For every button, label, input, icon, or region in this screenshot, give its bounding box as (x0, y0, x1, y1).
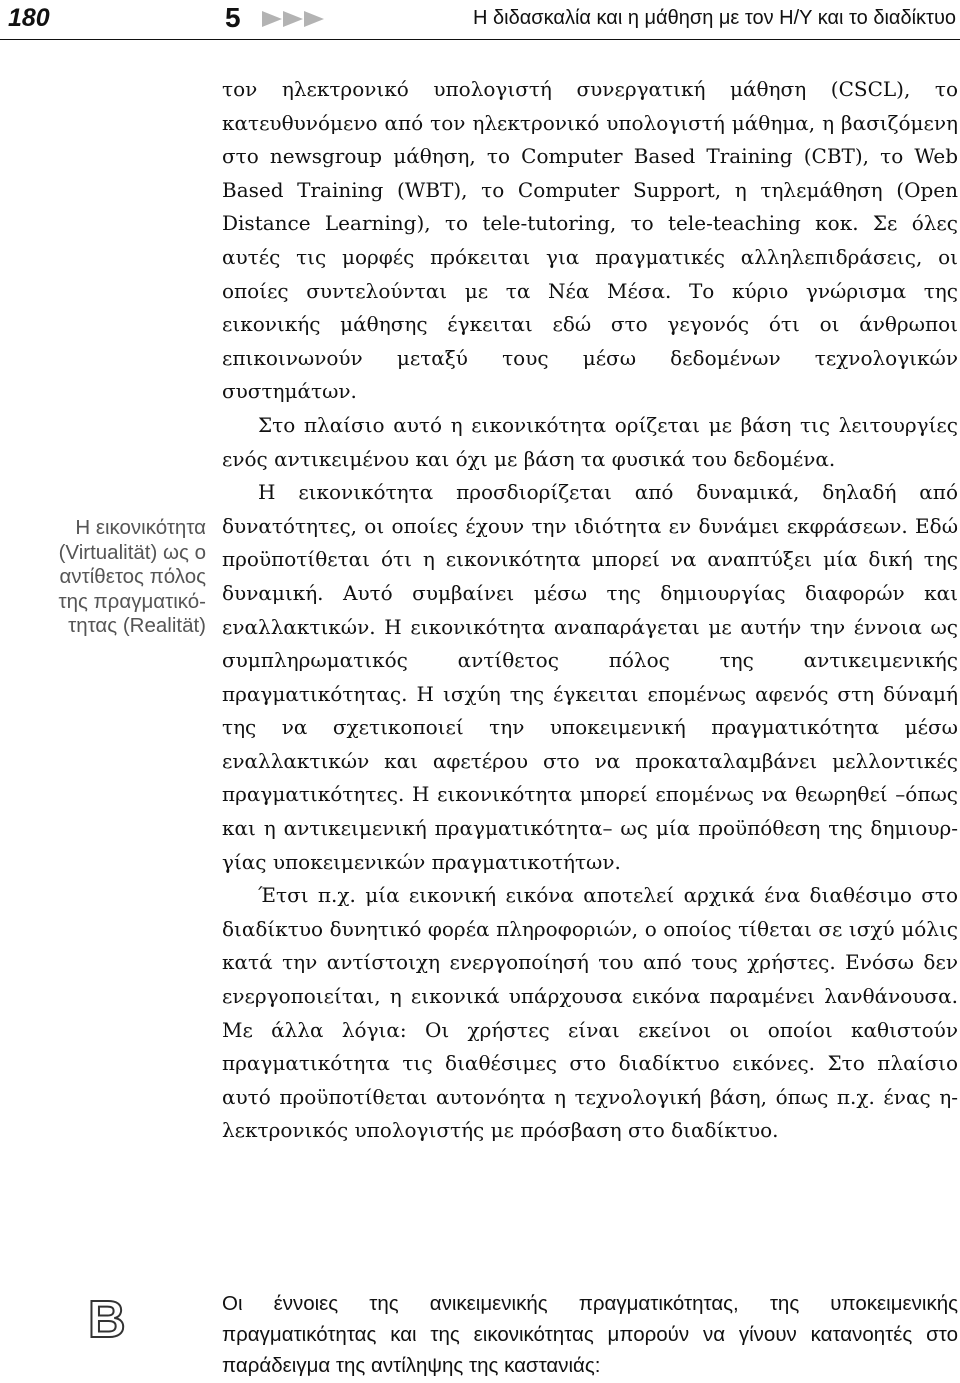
section-marker-b: B (88, 1291, 126, 1349)
arrow-icon (262, 11, 282, 27)
paragraph-2: Στο πλαίσιο αυτό η εικονικότητα ορίζεται με βάση τις λειτουργίες ενός αντικειμένου και όχι με βάση τα φυσικά του δεδομένα. (222, 412, 958, 471)
chapter-number: 5 (225, 2, 241, 33)
arrow-icon (283, 11, 303, 27)
paragraph-3: Η εικονικότητα προσδιορίζεται από δυναμικά, δηλαδή από δυνατότητες, οι οποίες έχουν την ιδιότητα εν δυνάμει εκφράσεων. Εδώ προϋποτίθεται ότι η εικονικότητα μπορεί να αναπτύξει μία δική της δυναμική. Αυτό συμβαίνει μέσω της δημιουργίας διαφορών και εναλλακτικών. Η εικονικότητα αναπαράγεται με αυτήν την έννοια ως συμπληρωματικός αντίθετος πόλος της αντικειμενικής πραγματικότητας. Η ισχύη της έγκειται επομένως αφενός στη δύναμή της να σχετικοποιεί την υποκειμενική πραγματικότητα μέσω εναλλακτικών και αφετέρου στο να προκαταλαμβάνει μελλοντικές πραγματικότητες. Η εικονικότητα μπορεί επομένως να θεωρηθεί –όπως και η αντικειμενική πραγματικότητα– ως μία προϋπόθεση της δημιουργίας υποκειμενικών πραγματικοτήτων. (222, 480, 958, 874)
body-text (222, 73, 958, 1148)
section-intro-text: Οι έννοιες της ανικειμενικής πραγματικότητας, της υποκειμενικής πραγματικότητας και της εικονικότητας μπορούν να γίνουν κατανοητές στο παράδειγμα της αντίληψης της καστανιάς: (222, 1292, 958, 1377)
paragraph-4: Έτσι π.χ. μία εικονική εικόνα αποτελεί αρχικά ένα διαθέσιμο στο διαδίκτυο δυνητικό φορέα πληροφοριών, ο οποίος τίθεται σε ισχύ μόλις κατά την αντίστοιχη ενεργοποίησή του από τους χρήστες. Ενόσω δεν ενεργοποιείται, η εικονικά υπάρχουσα εικόνα παραμένει λανθάνουσα. Με άλλα λόγια: Οι χρήστες είναι εκείνοι οι οποίοι καθιστούν πραγματικότητα τις διαθέσιμες στο διαδίκτυο εικόνες. Στο πλαίσιο αυτό προϋποτίθεται αυτονόητα η τεχνολογική βάση, όπως π.χ. ένας ηλεκτρονικός υπολογιστής με πρόσβαση στο διαδίκτυο. (222, 883, 958, 1143)
page-number: 180 (8, 4, 50, 32)
arrow-icon (304, 11, 324, 27)
margin-note: Η εικονικότητα (Virtualität) ως ο αντίθετος πόλος της πραγματικό- τητας (Realität) (58, 516, 206, 637)
chapter-arrows-icon (262, 11, 324, 27)
page-header (0, 0, 960, 40)
chapter-title: Η διδασκαλία και η μάθηση με τον Η/Υ και το διαδίκτυο (473, 7, 956, 29)
paragraph-1: τον ηλεκτρονικό υπολογιστή συνεργατική μάθηση (CSCL), το κατευθυνόμενο από τον ηλεκτρονικό υπολογιστή μάθημα, η βασιζόμενη στο newsgroup μάθηση, το Computer Based Training (CBT), το Web Based Training (WBT), το Computer Support, η τηλεμάθηση (Open Distance Learning), το tele-tutoring, το tele-teaching κοκ. Σε όλες αυτές τις μορφές πρόκειται για πραγματικές αλληλεπιδράσεις, οι οποίες συντελούνται με τα Νέα Μέσα. Το κύριο γνώρισμα της εικονικής μάθησης έγκειται εδώ στο γεγονός ότι οι άνθρωποι επικοινωνούν μεταξύ τους μέσω δεδομένων τεχνολογικών συστημάτων. (222, 77, 958, 404)
header-rule (0, 39, 960, 40)
